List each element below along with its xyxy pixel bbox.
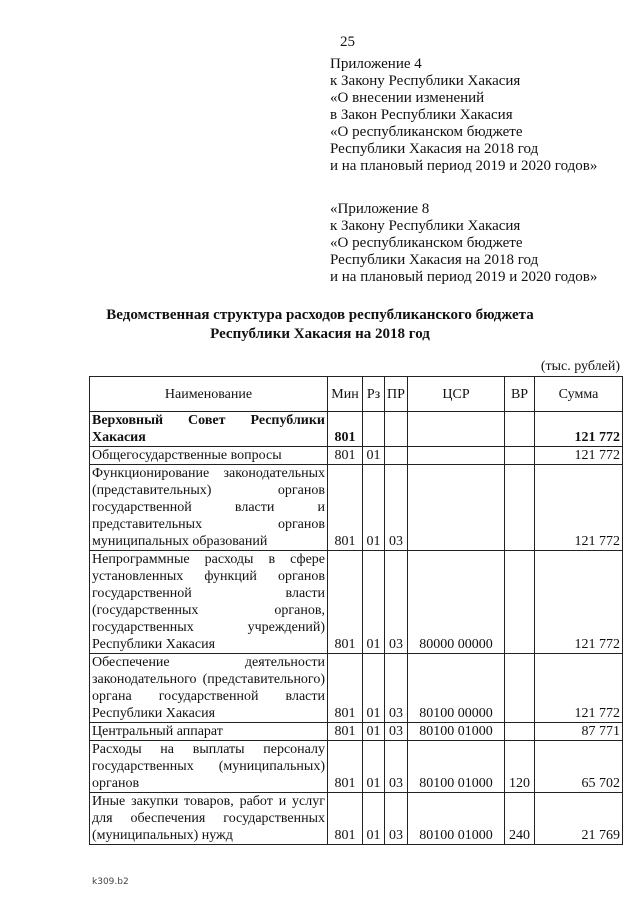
cell-vr [505,465,535,551]
cell-pr [385,412,408,447]
cell-min: 801 [328,551,363,654]
appendix-line: «О республиканском бюджете [330,235,523,251]
cell-sum: 121 772 [535,654,623,723]
table-row [90,447,623,465]
cell-csr [408,465,505,551]
cell-csr [408,412,505,447]
appendix-line: и на плановый период 2019 и 2020 годов» [330,158,598,174]
page-number: 25 [340,34,355,50]
cell-sum: 121 772 [535,412,623,447]
appendix-line: в Закон Республики Хакасия [330,107,513,123]
cell-pr: 03 [385,793,408,845]
cell-min: 801 [328,793,363,845]
cell-vr [505,412,535,447]
table-row [90,793,623,845]
title-line: Ведомственная структура расходов республиканского бюджета [106,307,534,323]
table-row [90,723,623,741]
cell-sum: 121 772 [535,551,623,654]
appendix-line: к Закону Республики Хакасия [330,73,521,89]
appendix-line: Приложение 4 [330,56,422,72]
cell-vr: 240 [505,793,535,845]
appendix-line: Республики Хакасия на 2018 год [330,252,539,268]
cell-vr [505,447,535,465]
cell-vr: 120 [505,741,535,793]
table-row [90,551,623,654]
cell-rz: 01 [363,654,385,723]
cell-rz: 01 [363,793,385,845]
cell-vr [505,723,535,741]
cell-name: Верховный Совет Республики Хакасия [90,412,328,447]
cell-rz: 01 [363,465,385,551]
cell-rz: 01 [363,741,385,793]
cell-csr [408,447,505,465]
footer-code: k309.b2 [92,877,129,887]
table-row [90,465,623,551]
cell-sum: 121 772 [535,447,623,465]
header-min: Мин [328,377,363,412]
cell-name: Обеспечение деятельности законодательного (представительного) органа государственной власти Республики Хакасия [90,654,328,723]
cell-rz: 01 [363,723,385,741]
header-name: Наименование [90,377,328,412]
cell-sum: 21 769 [535,793,623,845]
cell-min: 801 [328,741,363,793]
appendix-line: «О внесении изменений [330,90,485,106]
appendix-line: Республики Хакасия на 2018 год [330,141,539,157]
cell-sum: 65 702 [535,741,623,793]
cell-rz: 01 [363,551,385,654]
table-header-row [90,377,623,412]
cell-pr: 03 [385,654,408,723]
appendix-line: к Закону Республики Хакасия [330,218,521,234]
header-sum: Сумма [535,377,623,412]
cell-min: 801 [328,654,363,723]
cell-name: Расходы на выплаты персоналу государственных (муниципальных) органов [90,741,328,793]
header-csr: ЦСР [408,377,505,412]
cell-csr: 80000 00000 [408,551,505,654]
table-row [90,654,623,723]
cell-pr: 03 [385,741,408,793]
units-note: (тыс. рублей) [540,359,620,374]
budget-table [89,376,623,845]
appendix-line: и на плановый период 2019 и 2020 годов» [330,269,598,285]
cell-csr: 80100 01000 [408,741,505,793]
appendix-current-heading [330,56,597,175]
cell-vr [505,654,535,723]
cell-csr: 80100 01000 [408,723,505,741]
table-row [90,741,623,793]
cell-min: 801 [328,465,363,551]
cell-sum: 121 772 [535,465,623,551]
cell-name: Иные закупки товаров, работ и услуг для обеспечения государственных (муниципальных) нужд [90,793,328,845]
cell-pr: 03 [385,723,408,741]
cell-pr: 03 [385,465,408,551]
title-line: Республики Хакасия на 2018 год [210,326,430,342]
header-vr: ВР [505,377,535,412]
cell-min: 801 [328,412,363,447]
cell-pr [385,447,408,465]
cell-rz: 01 [363,447,385,465]
cell-min: 801 [328,447,363,465]
header-rz: Рз [363,377,385,412]
cell-name: Центральный аппарат [90,723,328,741]
cell-csr: 80100 01000 [408,793,505,845]
cell-pr: 03 [385,551,408,654]
header-pr: ПР [385,377,408,412]
cell-sum: 87 771 [535,723,623,741]
document-title [0,306,640,344]
appendix-original-heading [330,201,597,286]
cell-name: Общегосударственные вопросы [90,447,328,465]
table-row [90,412,623,447]
cell-name: Функционирование законодательных (представительных) органов государственной власти и представительных органов муниципальных образований [90,465,328,551]
cell-vr [505,551,535,654]
appendix-line: «Приложение 8 [330,201,430,217]
cell-name: Непрограммные расходы в сфере установленных функций органов государственной власти (государственных органов, государственных учреждений) Республики Хакасия [90,551,328,654]
appendix-line: «О республиканском бюджете [330,124,523,140]
cell-min: 801 [328,723,363,741]
cell-rz [363,412,385,447]
cell-csr: 80100 00000 [408,654,505,723]
